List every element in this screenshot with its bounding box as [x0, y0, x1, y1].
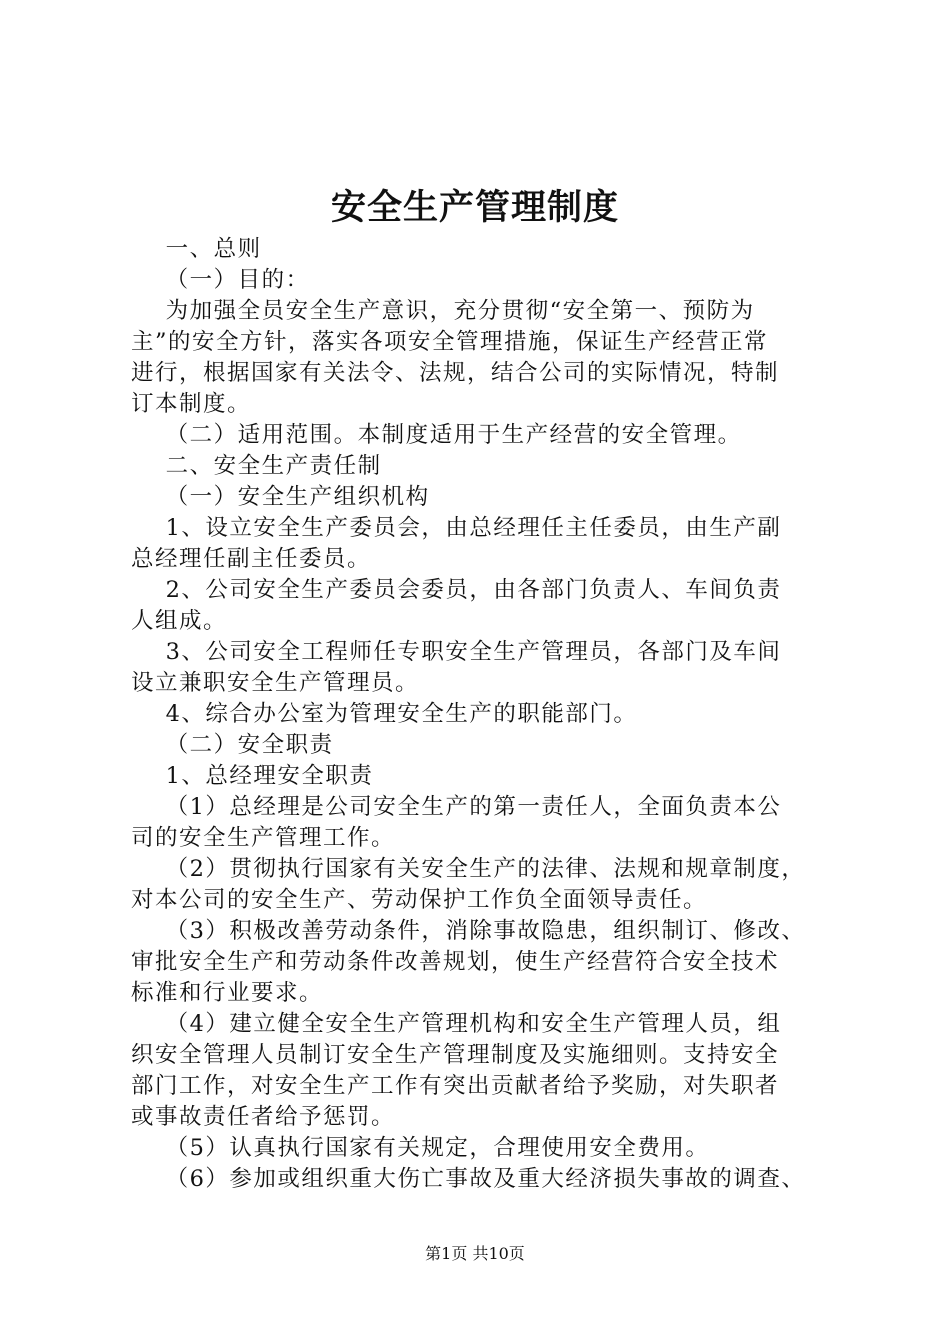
text-line: 进行，根据国家有关法令、法规，结合公司的实际情况，特制: [131, 360, 780, 386]
text-line: （5）认真执行国家有关规定，合理使用安全费用。: [131, 1135, 710, 1161]
text-line: 订本制度。: [131, 391, 252, 417]
text-line: 人组成。: [131, 608, 228, 634]
text-line: 织安全管理人员制订安全生产管理制度及实施细则。支持安全: [131, 1042, 780, 1068]
text-line: （二）安全职责: [131, 732, 334, 758]
text-line: 为加强全员安全生产意识，充分贯彻“安全第一、预防为: [131, 298, 755, 324]
text-line: 一、总则: [131, 236, 262, 262]
text-line: （二）适用范围。本制度适用于生产经营的安全管理。: [131, 422, 742, 448]
text-line: （3）积极改善劳动条件，消除事故隐患，组织制订、修改、: [131, 918, 806, 944]
text-line: （一）安全生产组织机构: [131, 484, 430, 510]
document-body: [131, 234, 831, 1195]
text-line: 二、安全生产责任制: [131, 453, 382, 479]
text-line: 主”的安全方针，落实各项安全管理措施，保证生产经营正常: [131, 329, 769, 355]
text-line: （1）总经理是公司安全生产的第一责任人，全面负责本公: [131, 794, 782, 820]
text-line: 审批安全生产和劳动条件改善规划，使生产经营符合安全技术: [131, 949, 780, 975]
text-line: 司的安全生产管理工作。: [131, 825, 396, 851]
document-title: 安全生产管理制度: [330, 187, 619, 228]
text-line: 4、综合办公室为管理安全生产的职能部门。: [131, 701, 638, 727]
text-line: 部门工作，对安全生产工作有突出贡献者给予奖励，对失职者: [131, 1073, 780, 1099]
text-line: （4）建立健全安全生产管理机构和安全生产管理人员，组: [131, 1011, 782, 1037]
text-line: 对本公司的安全生产、劳动保护工作负全面领导责任。: [131, 887, 708, 913]
text-line: 总经理任副主任委员。: [131, 546, 372, 572]
text-line: 1、总经理安全职责: [131, 763, 374, 789]
text-line: 2、公司安全生产委员会委员，由各部门负责人、车间负责: [131, 577, 782, 603]
text-line: （2）贯彻执行国家有关安全生产的法律、法规和规章制度，: [131, 856, 806, 882]
text-line: 1、设立安全生产委员会，由总经理任主任委员，由生产副: [131, 515, 782, 541]
text-line: 或事故责任者给予惩罚。: [131, 1104, 396, 1130]
text-line: 标准和行业要求。: [131, 980, 324, 1006]
text-line: （一）目的：: [131, 267, 310, 293]
text-line: 设立兼职安全生产管理员。: [131, 670, 420, 696]
text-line: （6）参加或组织重大伤亡事故及重大经济损失事故的调查、: [131, 1166, 806, 1192]
text-line: 3、公司安全工程师任专职安全生产管理员，各部门及车间: [131, 639, 782, 665]
page-footer: 第1页 共10页: [425, 1244, 525, 1263]
